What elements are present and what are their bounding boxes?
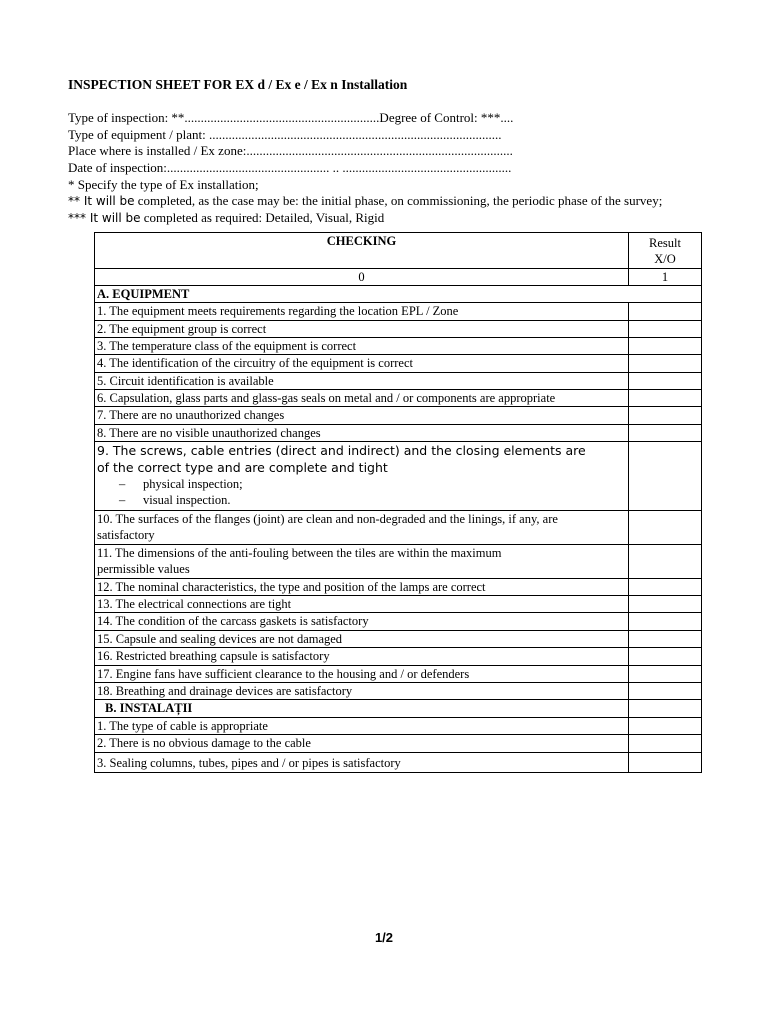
page-number: 1/2	[374, 930, 394, 945]
result-cell[interactable]	[629, 753, 702, 773]
note-double-text: completed, as the case may be: the initial phase, on commissioning, the periodic phase of the survey;	[134, 193, 663, 208]
check-item-a8: 8. There are no visible unauthorized changes	[95, 425, 629, 442]
section-a-heading: A. EQUIPMENT	[95, 286, 702, 303]
inspection-table	[94, 232, 702, 773]
sub-label: physical inspection;	[143, 477, 243, 491]
check-item-a4: 4. The identification of the circuitry of the equipment is correct	[95, 355, 629, 373]
table-row	[95, 735, 702, 753]
result-cell[interactable]	[629, 303, 702, 321]
note-double-prefix: ** It will be	[68, 194, 135, 208]
result-header-xo: X/O	[654, 252, 676, 266]
result-header-label: Result	[649, 236, 681, 250]
table-row	[95, 425, 702, 442]
table-row	[95, 373, 702, 390]
check-item-a5: 5. Circuit identification is available	[95, 373, 629, 390]
result-cell[interactable]	[629, 648, 702, 666]
check-item-a18: 18. Breathing and drainage devices are satisfactory	[95, 683, 629, 700]
check-item-a11	[95, 545, 629, 579]
date-of-inspection-line: Date of inspection:.................................................. .. ....................................................	[68, 160, 512, 175]
table-header-row	[95, 233, 702, 269]
result-header	[629, 233, 702, 269]
check-item-a12: 12. The nominal characteristics, the type and position of the lamps are correct	[95, 579, 629, 596]
section-a-row	[95, 286, 702, 303]
result-cell[interactable]	[629, 338, 702, 355]
result-cell[interactable]	[629, 545, 702, 579]
table-row	[95, 718, 702, 735]
type-of-inspection-line: Type of inspection: **............................................................Degree of Control: ***....	[68, 110, 514, 125]
check-item-a2: 2. The equipment group is correct	[95, 321, 629, 338]
result-cell[interactable]	[629, 613, 702, 631]
table-row	[95, 545, 702, 579]
sub-label: visual inspection.	[143, 493, 231, 507]
check-item-a9	[95, 442, 629, 511]
result-cell[interactable]	[629, 511, 702, 545]
check-item-a14: 14. The condition of the carcass gaskets is satisfactory	[95, 613, 629, 631]
result-cell[interactable]	[629, 442, 702, 511]
result-cell[interactable]	[629, 373, 702, 390]
note-triple-prefix: *** It will be	[68, 211, 141, 225]
check-item-a1: 1. The equipment meets requirements regarding the location EPL / Zone	[95, 303, 629, 321]
table-row	[95, 648, 702, 666]
check-item-b1: 1. The type of cable is appropriate	[95, 718, 629, 735]
check-item-b3: 3. Sealing columns, tubes, pipes and / or pipes is satisfactory	[95, 753, 629, 773]
check-item-a13: 13. The electrical connections are tight	[95, 596, 629, 613]
result-cell[interactable]	[629, 735, 702, 753]
note-triple-text: completed as required: Detailed, Visual, Rigid	[140, 210, 385, 225]
table-row	[95, 407, 702, 425]
table-row	[95, 321, 702, 338]
section-b-row	[95, 700, 702, 718]
checking-header: CHECKING	[95, 233, 629, 269]
check-item-a11-line1: 11. The dimensions of the anti-fouling between the tiles are within the maximum	[97, 546, 502, 560]
dash-bullet: –	[119, 477, 126, 491]
result-cell[interactable]	[629, 631, 702, 648]
table-row	[95, 303, 702, 321]
dash-bullet: –	[119, 493, 126, 507]
note-triple-asterisk	[68, 210, 384, 226]
check-item-a7: 7. There are no unauthorized changes	[95, 407, 629, 425]
table-row	[95, 338, 702, 355]
result-cell[interactable]	[629, 579, 702, 596]
check-item-a10-line2: satisfactory	[97, 528, 155, 542]
check-item-b2: 2. There is no obvious damage to the cable	[95, 735, 629, 753]
result-cell[interactable]	[629, 425, 702, 442]
check-item-a15: 15. Capsule and sealing devices are not damaged	[95, 631, 629, 648]
check-item-a9-line1: 9. The screws, cable entries (direct and indirect) and the closing elements are	[97, 443, 586, 458]
check-item-a10-line1: 10. The surfaces of the flanges (joint) are clean and non-degraded and the linings, if any, are	[97, 512, 558, 526]
table-row	[95, 511, 702, 545]
check-item-a16: 16. Restricted breathing capsule is satisfactory	[95, 648, 629, 666]
check-item-a17: 17. Engine fans have sufficient clearance to the housing and / or defenders	[95, 666, 629, 683]
table-row	[95, 390, 702, 407]
section-b-result-cell	[629, 700, 702, 718]
check-item-a10	[95, 511, 629, 545]
place-installed-line: Place where is installed / Ex zone:..................................................................................	[68, 143, 513, 158]
table-row	[95, 666, 702, 683]
table-row	[95, 355, 702, 373]
check-item-a9-line2: of the correct type and are complete and tight	[97, 460, 388, 475]
document-title: INSPECTION SHEET FOR EX d / Ex e / Ex n Installation	[68, 77, 408, 92]
result-cell[interactable]	[629, 666, 702, 683]
result-cell[interactable]	[629, 355, 702, 373]
table-row	[95, 596, 702, 613]
table-row	[95, 613, 702, 631]
section-b-heading: B. INSTALAȚII	[95, 700, 629, 718]
check-item-a6: 6. Capsulation, glass parts and glass-gas seals on metal and / or components are appropriate	[95, 390, 629, 407]
check-item-a9-sub2	[119, 492, 626, 508]
column-number-1: 1	[629, 269, 702, 286]
check-item-a11-line2: permissible values	[97, 562, 190, 576]
table-row	[95, 683, 702, 700]
note-single-asterisk: * Specify the type of Ex installation;	[68, 177, 259, 192]
result-cell[interactable]	[629, 718, 702, 735]
table-row	[95, 579, 702, 596]
table-row	[95, 753, 702, 773]
table-row	[95, 442, 702, 511]
result-cell[interactable]	[629, 596, 702, 613]
check-item-a3: 3. The temperature class of the equipment is correct	[95, 338, 629, 355]
note-double-asterisk	[68, 193, 662, 209]
result-cell[interactable]	[629, 321, 702, 338]
check-item-a9-sub1	[119, 476, 626, 492]
column-number-row	[95, 269, 702, 286]
table-row	[95, 631, 702, 648]
column-number-0: 0	[95, 269, 629, 286]
type-of-equipment-line: Type of equipment / plant: ..........................................................................................	[68, 127, 502, 142]
result-cell[interactable]	[629, 390, 702, 407]
result-cell[interactable]	[629, 407, 702, 425]
result-cell[interactable]	[629, 683, 702, 700]
